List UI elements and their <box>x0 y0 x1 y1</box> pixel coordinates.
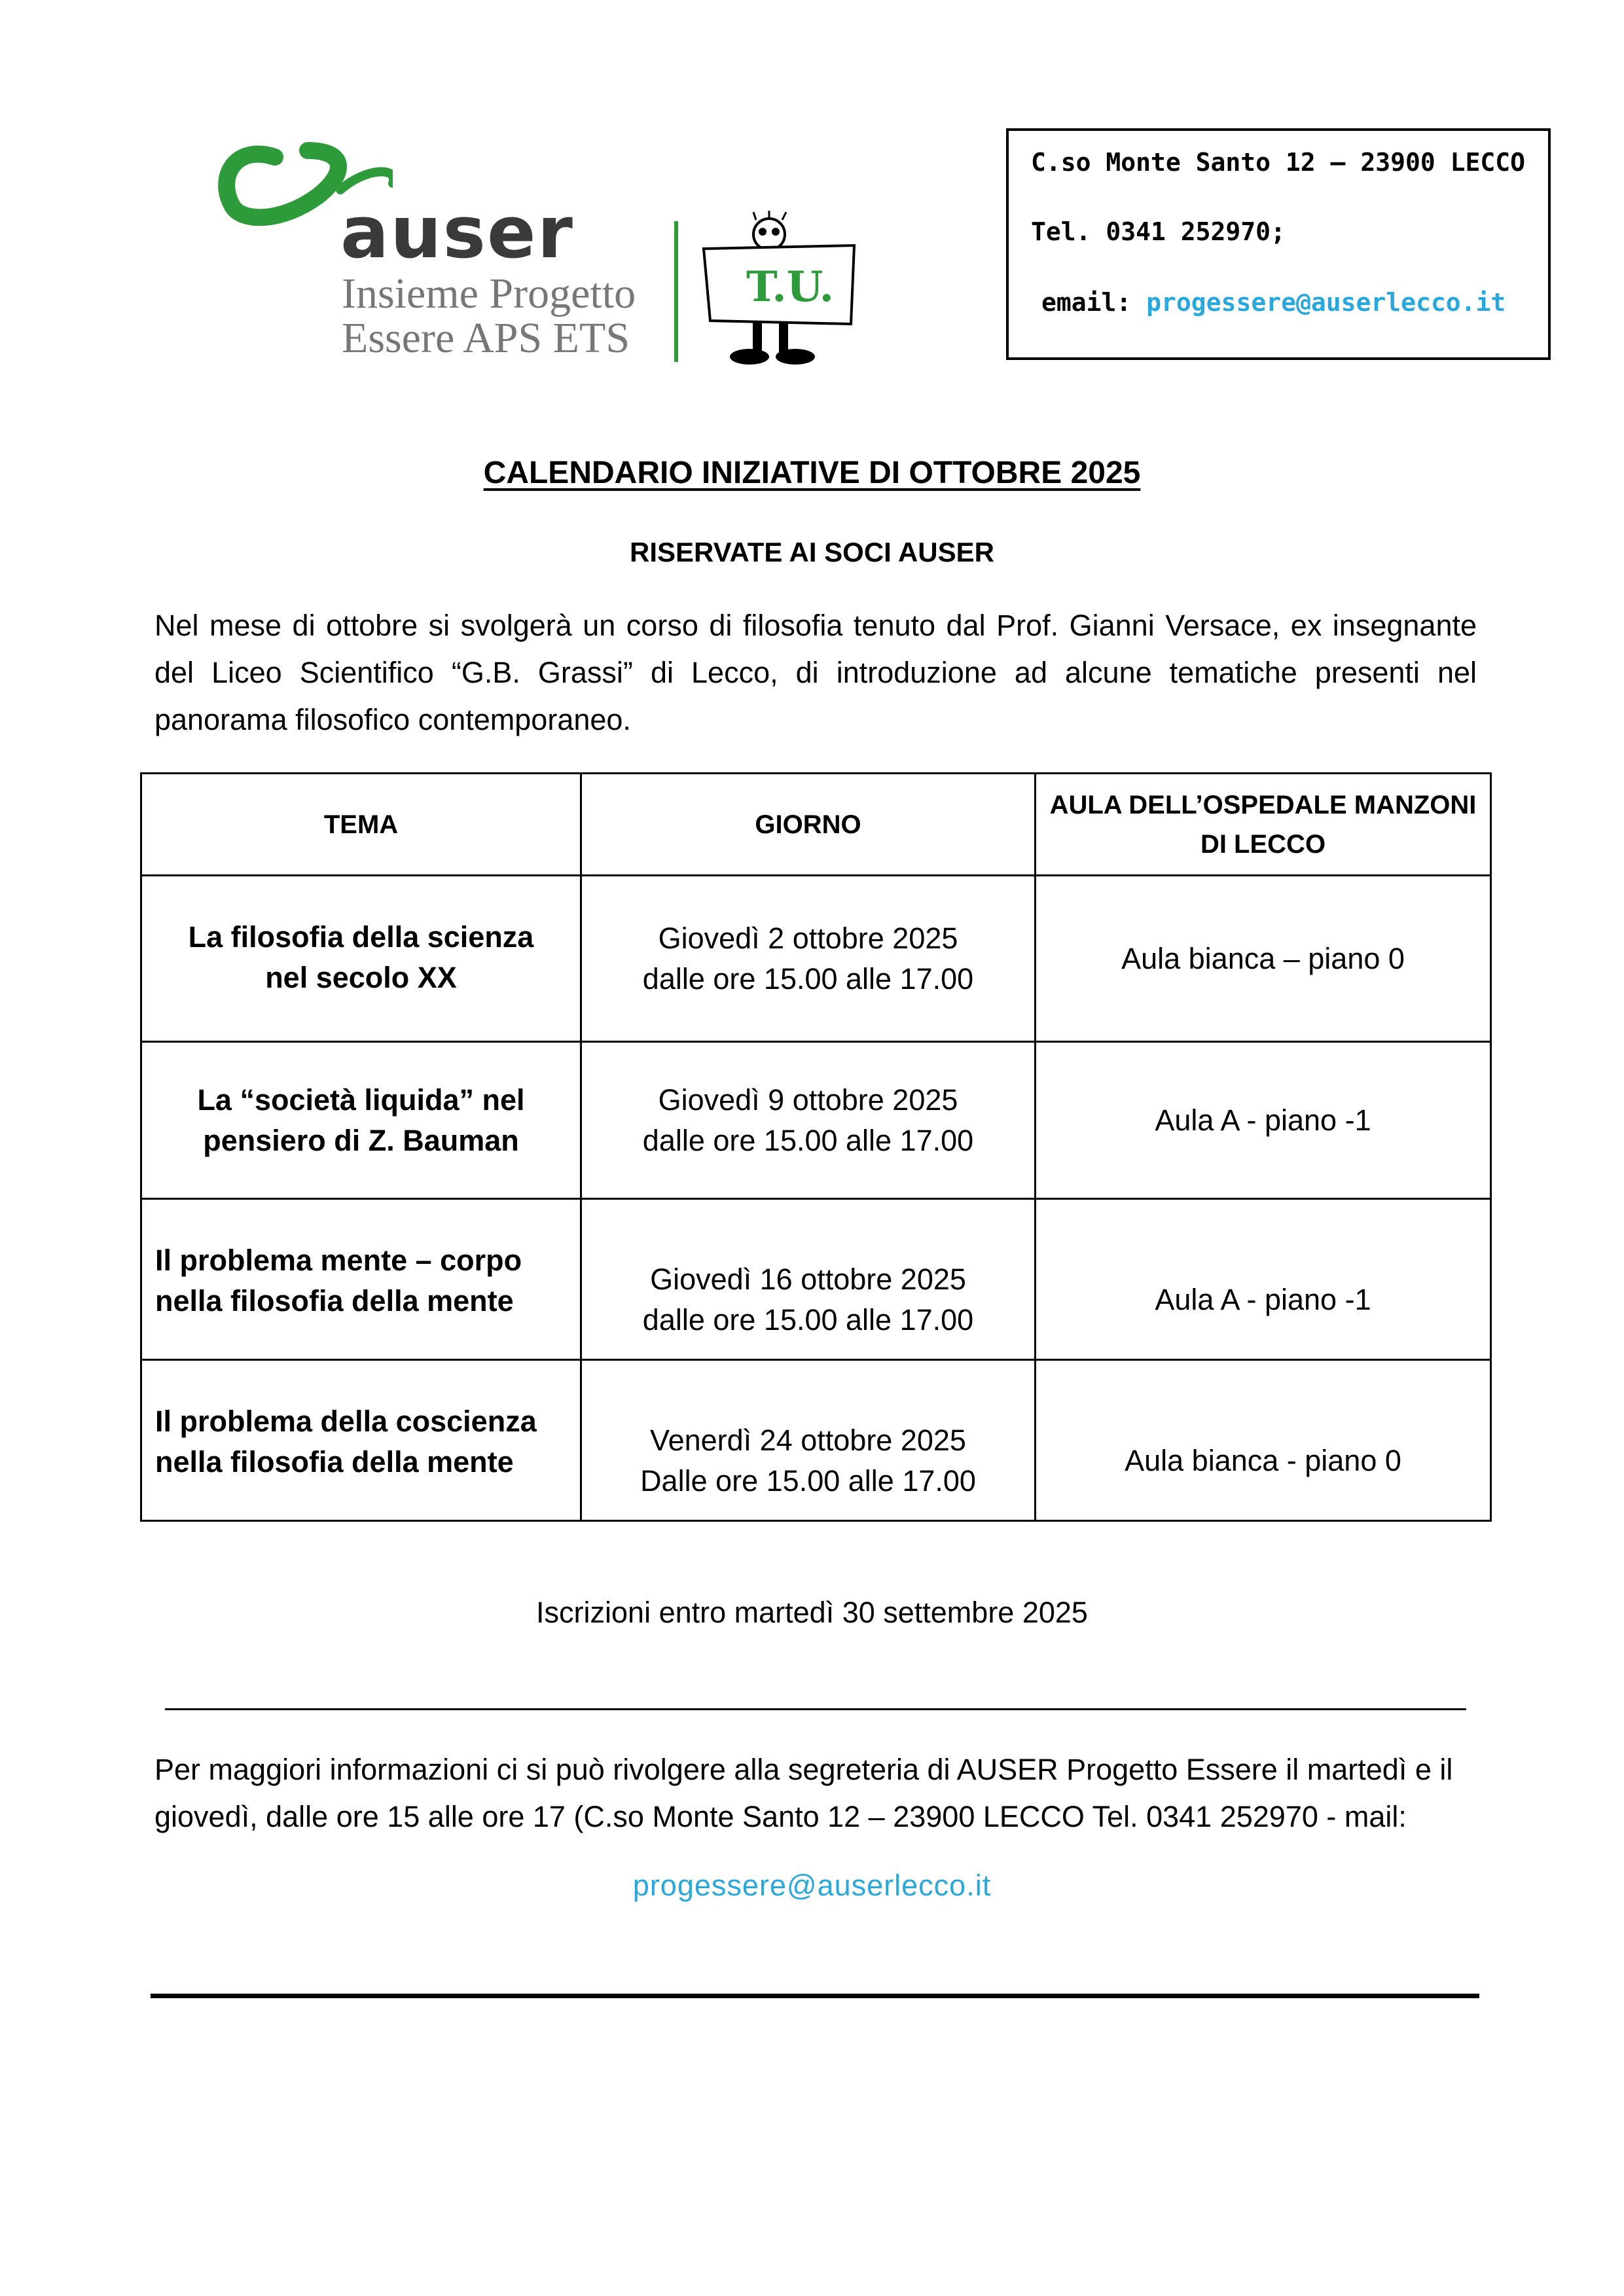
row-day <box>581 1360 1036 1521</box>
row-room: Aula bianca – piano 0 <box>1036 876 1491 1042</box>
row-theme-line2: nella filosofia della mente <box>155 1284 514 1318</box>
row-day <box>581 1199 1036 1360</box>
intro-paragraph: Nel mese di ottobre si svolgerà un corso di filosofia tenuto dal Prof. Gianni Versace, ex insegnante del Liceo Scientifico “G.B. Grassi” di Lecco, di introduzione ad alcune tematiche presenti nel panorama filosofico contemporaneo. <box>154 609 1477 736</box>
row-theme <box>141 1042 581 1199</box>
header-theme: TEMA <box>141 774 581 876</box>
logo-tagline-line1: Insieme Progetto <box>342 270 636 317</box>
schedule-table <box>140 772 1492 1522</box>
auser-logo <box>196 137 877 373</box>
row-day-line1: Giovedì 16 ottobre 2025 <box>650 1262 966 1296</box>
row-theme-line2: nel secolo XX <box>265 961 457 994</box>
logo-divider <box>674 221 678 362</box>
table-row <box>141 1360 1491 1521</box>
row-day-line2: dalle ore 15.00 alle 17.00 <box>642 961 974 996</box>
row-day-line2: Dalle ore 15.00 alle 17.00 <box>640 1463 976 1498</box>
row-theme-line2: nella filosofia della mente <box>155 1445 514 1479</box>
contact-address: C.so Monte Santo 12 – 23900 LECCO <box>1031 148 1525 177</box>
row-day <box>581 1042 1036 1199</box>
page-subtitle: RISERVATE AI SOCI AUSER <box>630 537 994 567</box>
row-room: Aula A - piano -1 <box>1036 1042 1491 1199</box>
page-title: CALENDARIO INIZIATIVE DI OTTOBRE 2025 <box>483 456 1141 490</box>
header-room <box>1036 774 1491 876</box>
row-day-line1: Venerdì 24 ottobre 2025 <box>650 1423 966 1457</box>
row-room: Aula bianca - piano 0 <box>1036 1360 1491 1521</box>
contact-phone: Tel. 0341 252970; <box>1031 217 1286 246</box>
row-day <box>581 876 1036 1042</box>
row-day-line2: dalle ore 15.00 alle 17.00 <box>642 1302 974 1336</box>
row-theme <box>141 1360 581 1521</box>
contact-email-row <box>1041 288 1506 317</box>
mascot-sign-text: T.U. <box>746 262 834 312</box>
table-row <box>141 1199 1491 1360</box>
row-day-line1: Giovedì 9 ottobre 2025 <box>658 1083 958 1117</box>
logo-tagline <box>342 272 636 361</box>
row-theme-line1: La “società liquida” nel <box>197 1083 525 1117</box>
logo-brand-text: auser <box>340 190 574 274</box>
info-email-link[interactable]: progessere@auserlecco.it <box>632 1869 992 1902</box>
row-day-line2: dalle ore 15.00 alle 17.00 <box>642 1123 974 1157</box>
divider-line <box>165 1708 1466 1710</box>
footer-rule <box>151 1994 1479 1998</box>
info-paragraph: Per maggiori informazioni ci si può rivolgere alla segreteria di AUSER Progetto Essere il martedì e il giovedì, dalle ore 15 alle ore 17 (C.so Monte Santo 12 – 23900 LECCO Tel. 0341 252970 - mail: <box>154 1753 1453 1833</box>
row-theme-line2: pensiero di Z. Bauman <box>203 1123 519 1157</box>
row-room: Aula A - piano -1 <box>1036 1199 1491 1360</box>
mascot-icon <box>691 209 874 373</box>
table-row <box>141 876 1491 1042</box>
header-day: GIORNO <box>581 774 1036 876</box>
row-theme <box>141 876 581 1042</box>
header-room-line2: DI LECCO <box>1200 829 1326 859</box>
contact-email-label: email: <box>1041 288 1132 317</box>
contact-email-link[interactable]: progessere@auserlecco.it <box>1146 288 1506 317</box>
row-theme-line1: La filosofia della scienza <box>188 920 534 954</box>
table-row <box>141 1042 1491 1199</box>
table-header-row <box>141 774 1491 876</box>
row-day-line1: Giovedì 2 ottobre 2025 <box>658 921 958 955</box>
contact-box <box>1006 128 1551 360</box>
logo-tagline-line2: Essere APS ETS <box>342 314 630 362</box>
row-theme <box>141 1199 581 1360</box>
row-theme-line1: Il problema mente – corpo <box>155 1244 522 1277</box>
header-room-line1: AULA DELL’OSPEDALE MANZONI <box>1049 790 1477 819</box>
registration-deadline: Iscrizioni entro martedì 30 settembre 2025 <box>536 1596 1088 1629</box>
row-theme-line1: Il problema della coscienza <box>155 1405 537 1438</box>
